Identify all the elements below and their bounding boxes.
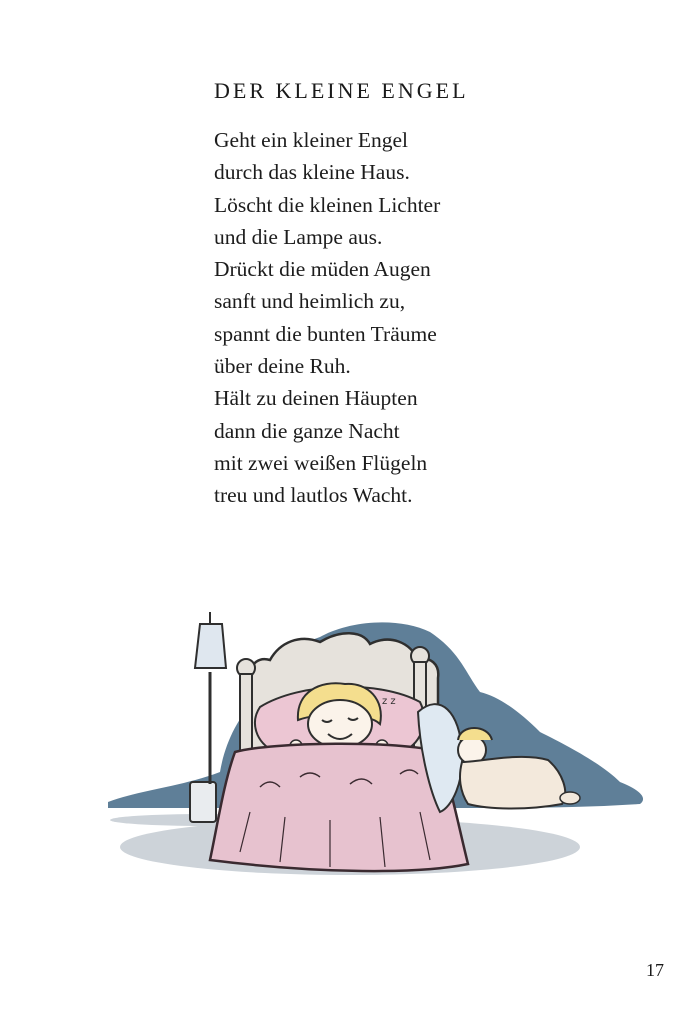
poem-text <box>214 124 440 512</box>
poem-line: Geht ein kleiner Engel <box>214 128 409 152</box>
poem-line: mit zwei weißen Flügeln <box>214 450 428 475</box>
poem-line: treu und lautlos Wacht. <box>214 483 413 508</box>
poem-line: Drückt die müden Augen <box>214 257 431 282</box>
poem-line: spannt die bunten Träume <box>214 321 437 346</box>
poem-line: sanft und heimlich zu, <box>214 289 406 314</box>
poem-line: über deine Ruh. <box>214 354 351 379</box>
poem-line: durch das kleine Haus. <box>214 160 410 185</box>
poem-title: DER KLEINE ENGEL <box>214 78 469 103</box>
poem-line: Löscht die kleinen Lichter <box>214 192 441 217</box>
poem-line: dann die ganze Nacht <box>214 418 400 443</box>
poem-line: Hält zu deinen Häupten <box>214 386 418 411</box>
page-number: 17 <box>646 960 664 980</box>
bedtime-illustration <box>100 612 660 892</box>
svg-text:z z: z z <box>382 696 396 707</box>
poem-line: und die Lampe aus. <box>214 224 383 249</box>
